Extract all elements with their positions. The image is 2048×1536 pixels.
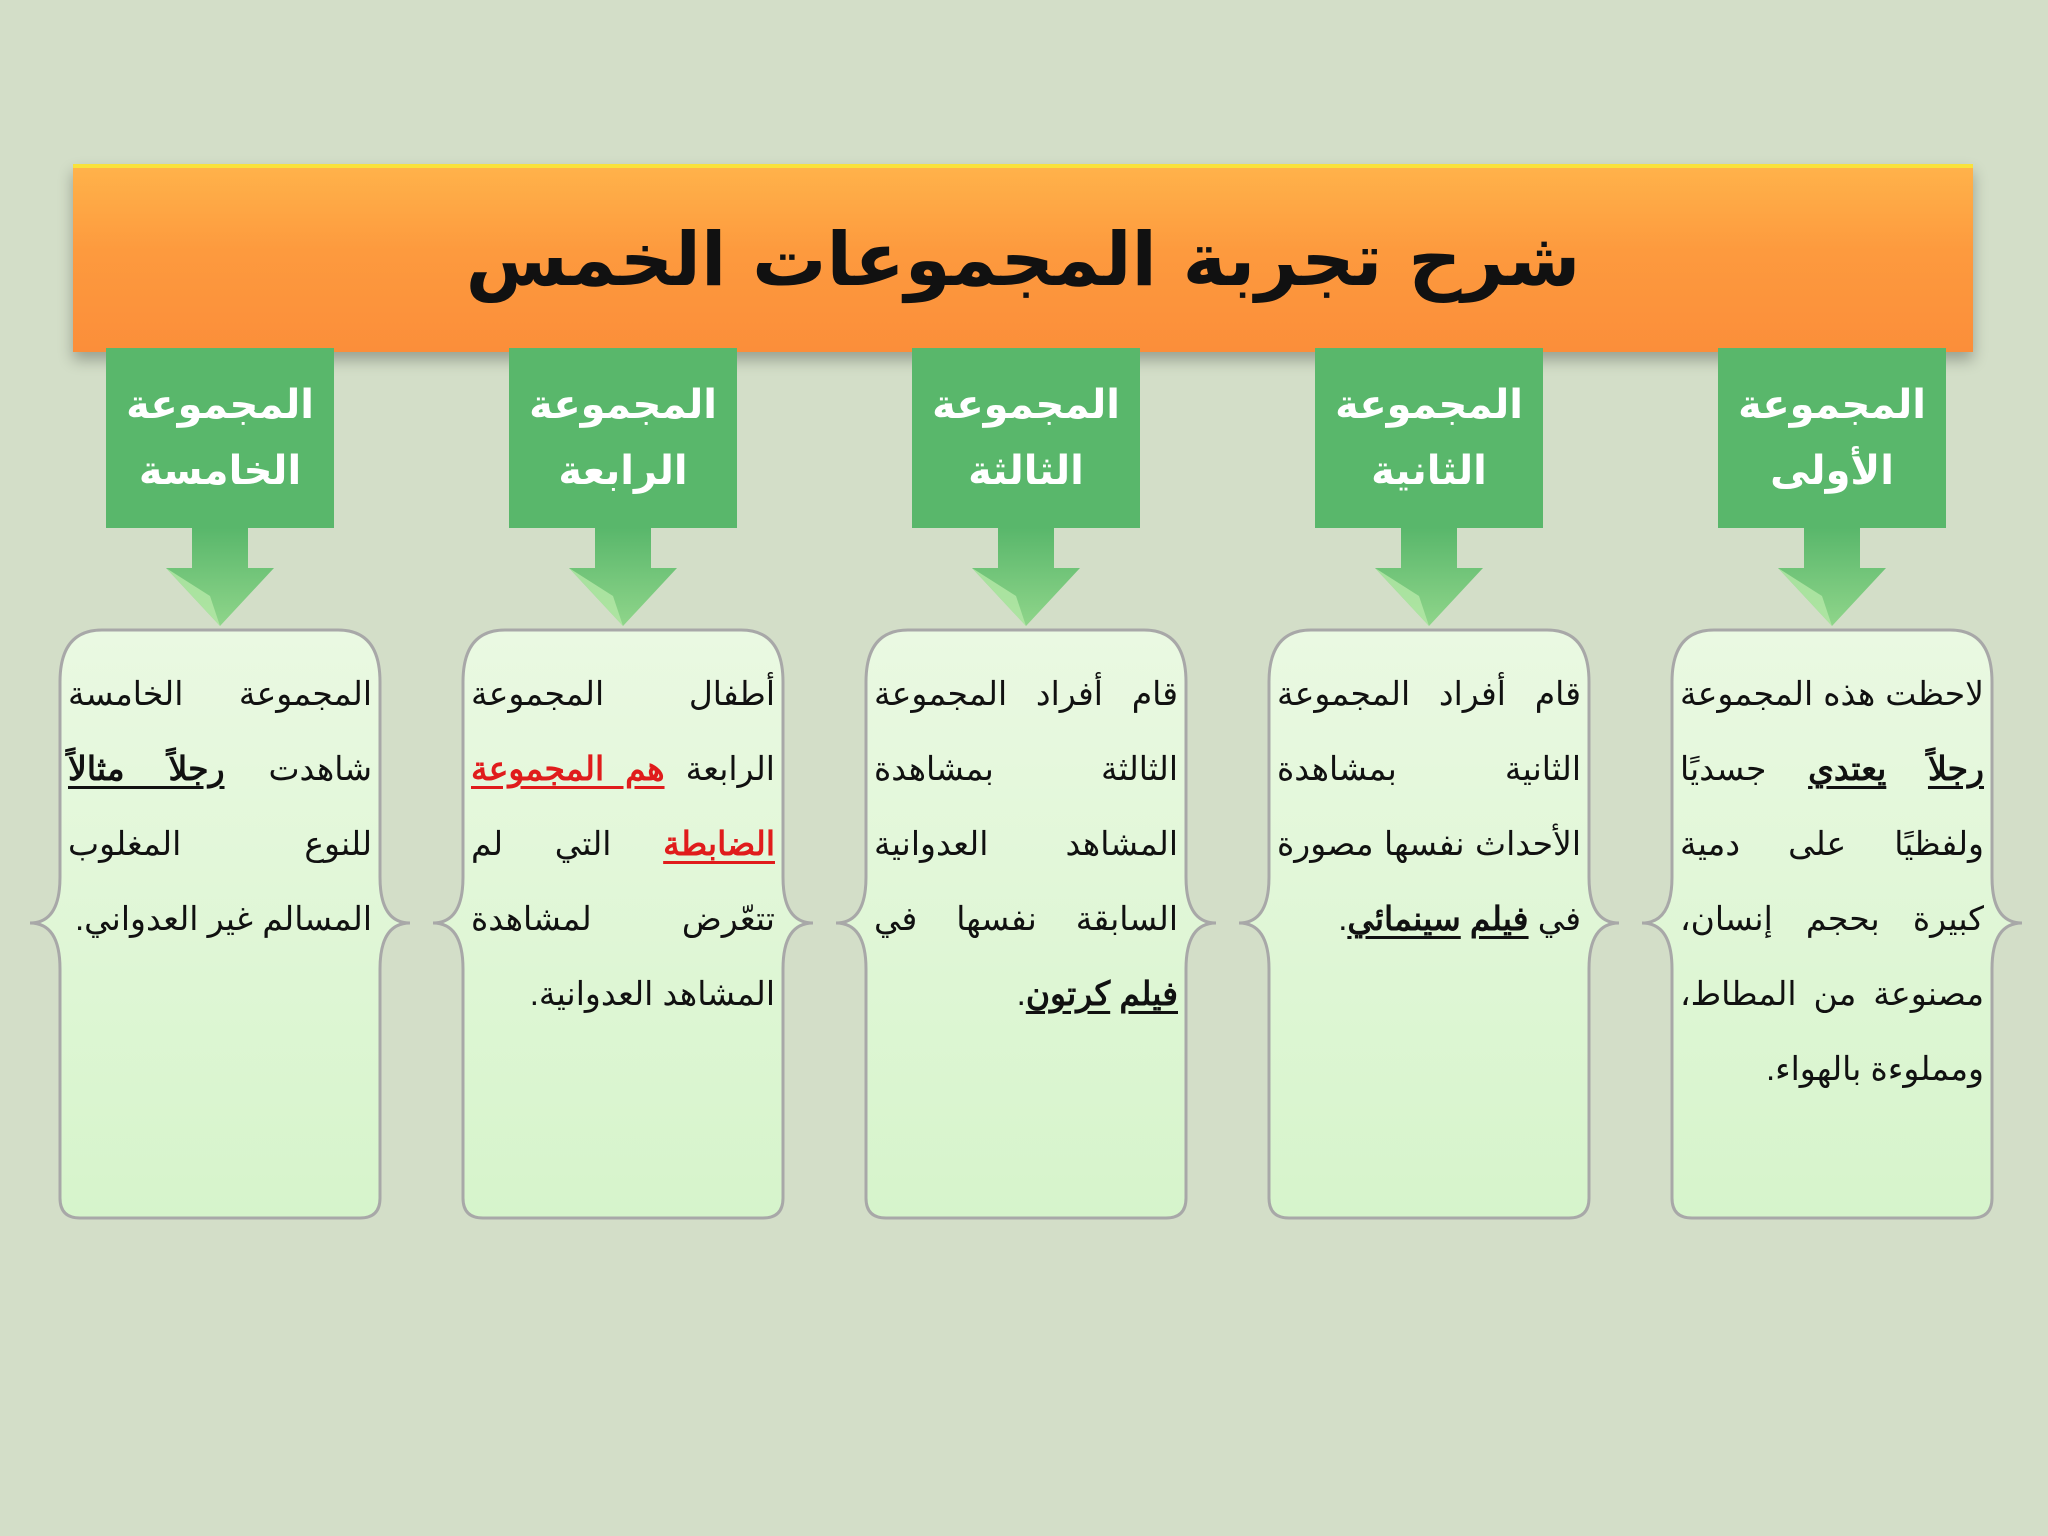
group-card [1259, 622, 1599, 1224]
group-description [68, 656, 372, 956]
group-column-1 [1662, 348, 2002, 1224]
text-segment [1886, 750, 1928, 787]
down-arrow-icon [966, 528, 1086, 628]
title-banner [73, 164, 1973, 352]
group-card [453, 622, 793, 1224]
highlighted-phrase: كرتون [1025, 975, 1111, 1012]
group-title-line2: الخامسة [138, 448, 302, 494]
highlighted-phrase: يعتدي [1808, 750, 1887, 787]
highlighted-red-phrase: هم المجموعة الضابطة [471, 750, 775, 862]
group-column-4 [453, 348, 793, 1224]
group-card [856, 622, 1196, 1224]
highlighted-phrase: رجلاً مثالاً [68, 750, 225, 787]
group-description [1277, 656, 1581, 956]
text-segment: التي لم تتعّرض لمشاهدة المشاهد العدوانية. [471, 825, 775, 1012]
group-title-line1: المجموعة [529, 382, 717, 428]
text-segment: للنوع المغلوب المسالم غير العدواني. [68, 825, 372, 937]
text-segment: أطفال المجموعة الرابعة [471, 675, 775, 787]
group-description [471, 656, 775, 1031]
group-title-line1: المجموعة [1738, 382, 1926, 428]
group-title-line2: الثالثة [968, 448, 1084, 494]
highlighted-phrase: فيلم [1119, 975, 1178, 1012]
down-arrow-icon [1772, 528, 1892, 628]
group-card [50, 622, 390, 1224]
page-title: شرح تجربة المجموعات الخمس [465, 217, 1581, 303]
highlighted-phrase: فيلم [1469, 900, 1529, 937]
text-segment [1110, 975, 1119, 1012]
group-description [874, 656, 1178, 1031]
group-card [1662, 622, 2002, 1224]
text-segment [1461, 900, 1470, 937]
group-header [1718, 348, 1946, 528]
group-title-line2: الثانية [1371, 448, 1487, 494]
down-arrow-icon [160, 528, 280, 628]
group-title-line2: الأولى [1770, 448, 1894, 494]
group-header [1315, 348, 1543, 528]
group-title-line1: المجموعة [932, 382, 1120, 428]
group-column-5 [50, 348, 390, 1224]
highlighted-phrase: سينمائي [1347, 900, 1461, 937]
group-title-line1: المجموعة [1335, 382, 1523, 428]
text-segment: المجموعة الخامسة شاهدت [68, 675, 372, 787]
group-column-2 [1259, 348, 1599, 1224]
group-header [106, 348, 334, 528]
text-segment: قام أفراد المجموعة الثانية بمشاهدة الأحداث نفسها مصورة في [1277, 675, 1581, 937]
down-arrow-icon [563, 528, 683, 628]
group-column-3 [856, 348, 1196, 1224]
highlighted-phrase: رجلاً [1927, 750, 1984, 787]
group-description [1680, 656, 1984, 1106]
group-header [509, 348, 737, 528]
text-segment: . [1016, 975, 1026, 1012]
group-title-line1: المجموعة [126, 382, 314, 428]
text-segment: جسديًا ولفظيًا على دمية كبيرة بحجم إنسان، مصنوعة من المطاط، ومملوءة بالهواء. [1680, 750, 1984, 1087]
down-arrow-icon [1369, 528, 1489, 628]
group-title-line2: الرابعة [558, 448, 688, 494]
group-header [912, 348, 1140, 528]
text-segment: . [1338, 900, 1348, 937]
text-segment: قام أفراد المجموعة الثالثة بمشاهدة المشاهد العدوانية السابقة نفسها في [874, 675, 1178, 937]
text-segment: لاحظت هذه المجموعة [1680, 675, 1984, 712]
